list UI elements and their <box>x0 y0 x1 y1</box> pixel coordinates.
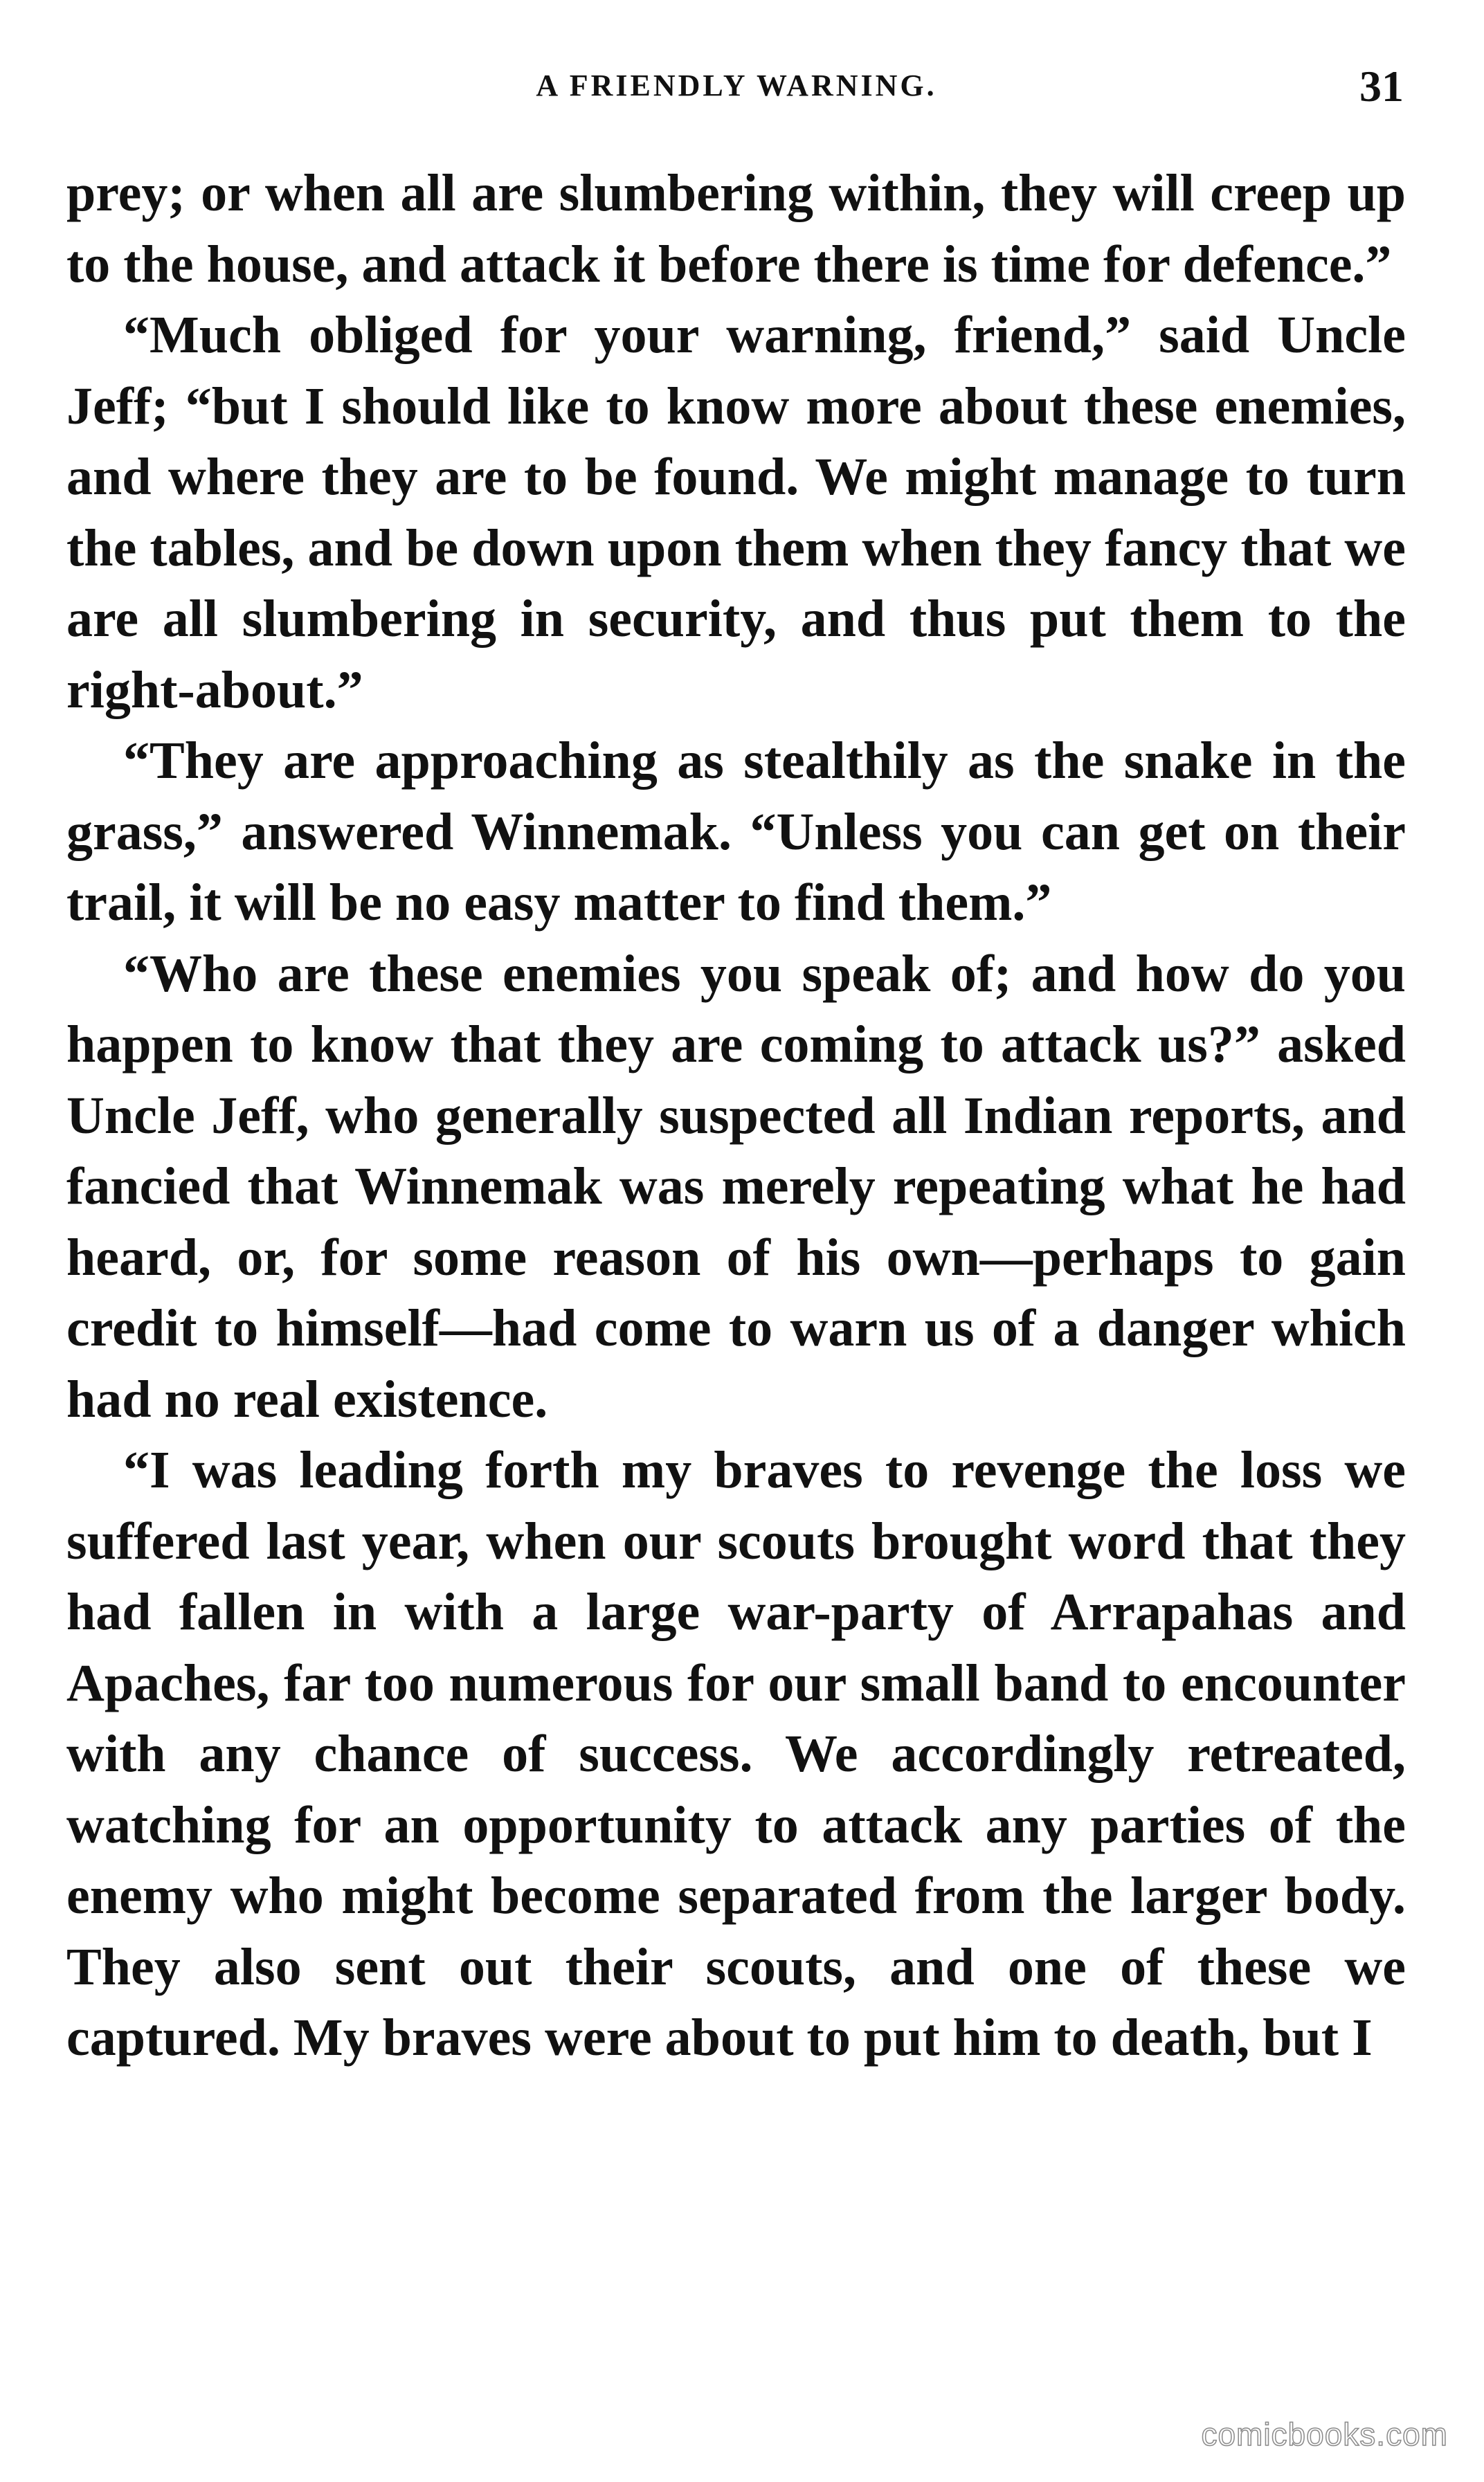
paragraph-4: “Who are these enemies you speak of; and how do you happen to know that they are coming to attack us?” asked Uncle Jeff, who generally suspected all Indian reports, and fancied that Winnemak was merely repeating what he had heard, or, for some reason of his own—perhaps to gain credit to himself—had come to warn us of a danger which had no real existence. <box>66 944 1406 1429</box>
paragraph-2: “Much obliged for your warning, friend,” said Uncle Jeff; “but I should like to know more about these enemies, and where they are to be found. We might manage to turn the tables, and be down upon them when they fancy that we are all slumbering in security, and thus put them to the right-about.” <box>66 306 1406 719</box>
running-title: A FRIENDLY WARNING. <box>536 69 937 102</box>
page-number: 31 <box>1359 62 1404 111</box>
running-head <box>69 61 1404 116</box>
paragraph-5: “I was leading forth my braves to revenge the loss we suffered last year, when our scouts brought word that they had fallen in with a large war-party of Arrapahas and Apaches, far too numerous for our small band to encounter with any chance of success. We accordingly retreated, watching for an opportunity to attack any parties of the enemy who might become separated from the larger body. They also sent out their scouts, and one of these we captured. My braves were about to put him to death, but I <box>66 1441 1406 2067</box>
paragraph-1: prey; or when all are slumbering within, they will creep up to the house, and attack it before there is time for defence.” <box>66 164 1406 293</box>
body-text <box>66 158 1406 2074</box>
watermark: comicbooks.com <box>1201 2416 1448 2452</box>
paragraph-3: “They are approaching as stealthily as the snake in the grass,” answered Winnemak. “Unless you can get on their trail, it will be no easy matter to find them.” <box>66 732 1406 932</box>
